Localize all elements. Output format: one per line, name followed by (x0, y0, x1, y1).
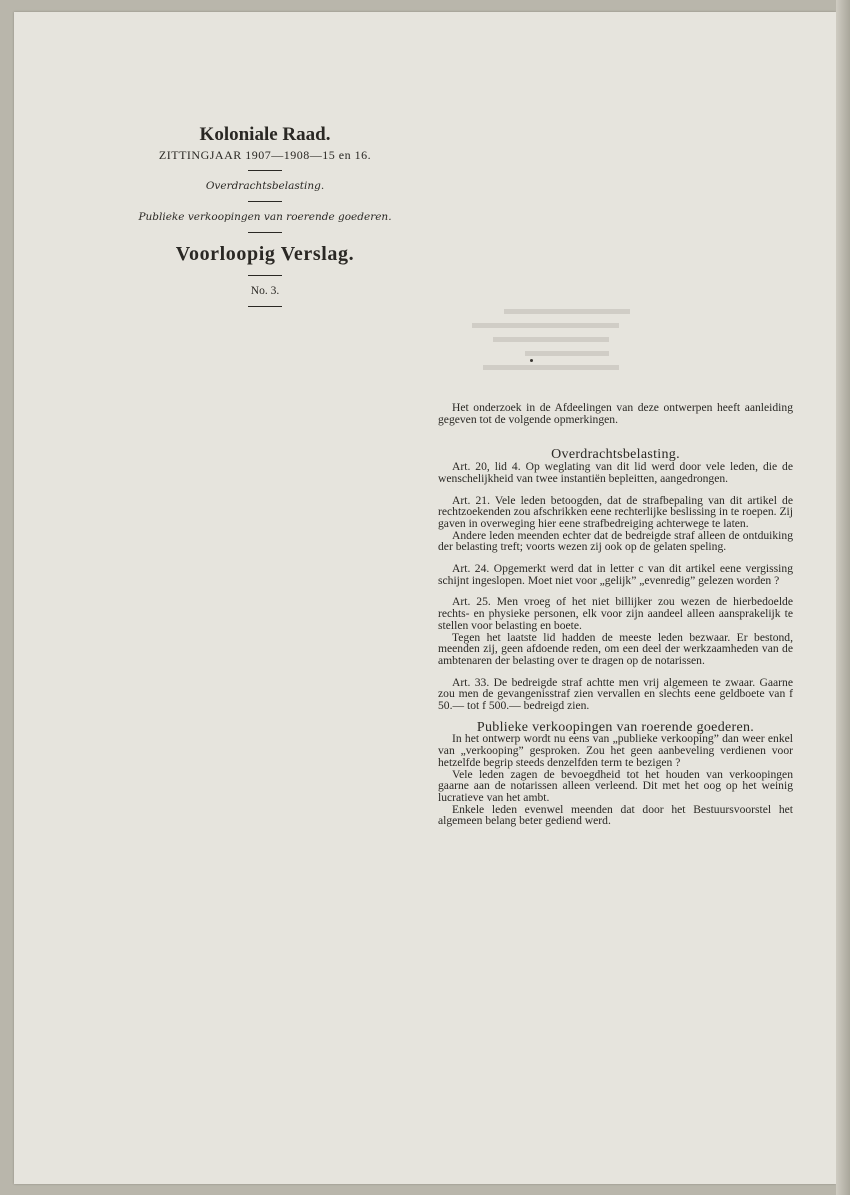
subject-publieke-verkoopingen: Publieke verkoopingen van roerende goederen. (138, 211, 392, 223)
report-body (438, 402, 793, 827)
divider (248, 170, 282, 171)
paragraph-art-20: Art. 20, lid 4. Op weglating van dit lid werd door vele leden, die de wenschelijkheid van twee instantiën bepleitten, aangedrongen. (438, 460, 793, 485)
paragraph-verkooping-2: Vele leden zagen de bevoegdheid tot het houden van verkoopingen gaarne aan de notarissen alleen verleend. Dit met het oog op het weinig lucratieve van het ambt. (438, 767, 793, 804)
paragraph-art-25-continued: Tegen het laatste lid hadden de meeste leden bezwaar. Er bestond, meenden zij, geen afdoende reden, om een deel der werkzaamheden van de ambtenaren der belasting over te dragen op de notarissen. (438, 630, 793, 667)
show-through-text (430, 300, 640, 390)
paragraph-verkooping-3: Enkele leden evenwel meenden dat door het Bestuursvoorstel het algemeen belang beter gediend werd. (438, 802, 793, 828)
council-title: Koloniale Raad. (199, 124, 331, 145)
intro-paragraph: Het onderzoek in de Afdeelingen van deze ontwerpen heeft aanleiding gegeven tot de volgende opmerkingen. (438, 401, 793, 426)
divider (248, 232, 282, 233)
session-line: ZITTINGJAAR 1907—1908—15 en 16. (158, 148, 372, 162)
document-header (135, 122, 395, 315)
divider (248, 275, 282, 276)
section-heading-publieke-verkoopingen: Publieke verkoopingen van roerende goederen. (476, 719, 755, 735)
subject-overdrachtsbelasting: Overdrachtsbelasting. (205, 180, 325, 192)
paragraph-art-21-continued: Andere leden meenden echter dat de bedreigde straf alleen de ontduiking der belasting treft; voorts wezen zij ook op de gelaten speling. (438, 528, 793, 554)
divider (248, 201, 282, 202)
report-number: No. 3. (250, 285, 280, 297)
paragraph-art-33: Art. 33. De bedreigde straf achtte men vrij algemeen te zwaar. Gaarne zou men de gevangenisstraf zien vervallen en slechts eene geldboete van f 50.— tot f 500.— bedreigd zien. (438, 675, 793, 713)
paragraph-verkooping-1: In het ontwerp wordt nu eens van „publieke verkooping” dan weer enkel van „verkooping” gesproken. Zou het geen aanbeveling verdienen voor hetzelfde begrip steeds denzelfden term te bezigen ? (438, 732, 793, 769)
paragraph-art-25: Art. 25. Men vroeg of het niet billijker zou wezen de hierbedoelde rechts- en physieke personen, elk voor zijn aandeel alleen aansprakelijk te stellen voor belasting en boete. (438, 595, 793, 632)
divider (248, 306, 282, 307)
paragraph-art-21: Art. 21. Vele leden betoogden, dat de strafbepaling van dit artikel de rechtzoekenden zou afschrikken eene rechterlijke beslissing in te roepen. Zij gaven in overweging hier eene strafbedreiging achterwege te laten. (438, 493, 793, 530)
paragraph-art-24: Art. 24. Opgemerkt werd dat in letter c van dit artikel eene vergissing schijnt ingeslopen. Moet niet voor „gelijk” „evenredig” gelezen worden ? (438, 562, 793, 587)
report-title: Voorloopig Verslag. (175, 243, 355, 265)
section-heading-overdrachtsbelasting: Overdrachtsbelasting. (551, 447, 680, 463)
page-edge (836, 0, 850, 1195)
